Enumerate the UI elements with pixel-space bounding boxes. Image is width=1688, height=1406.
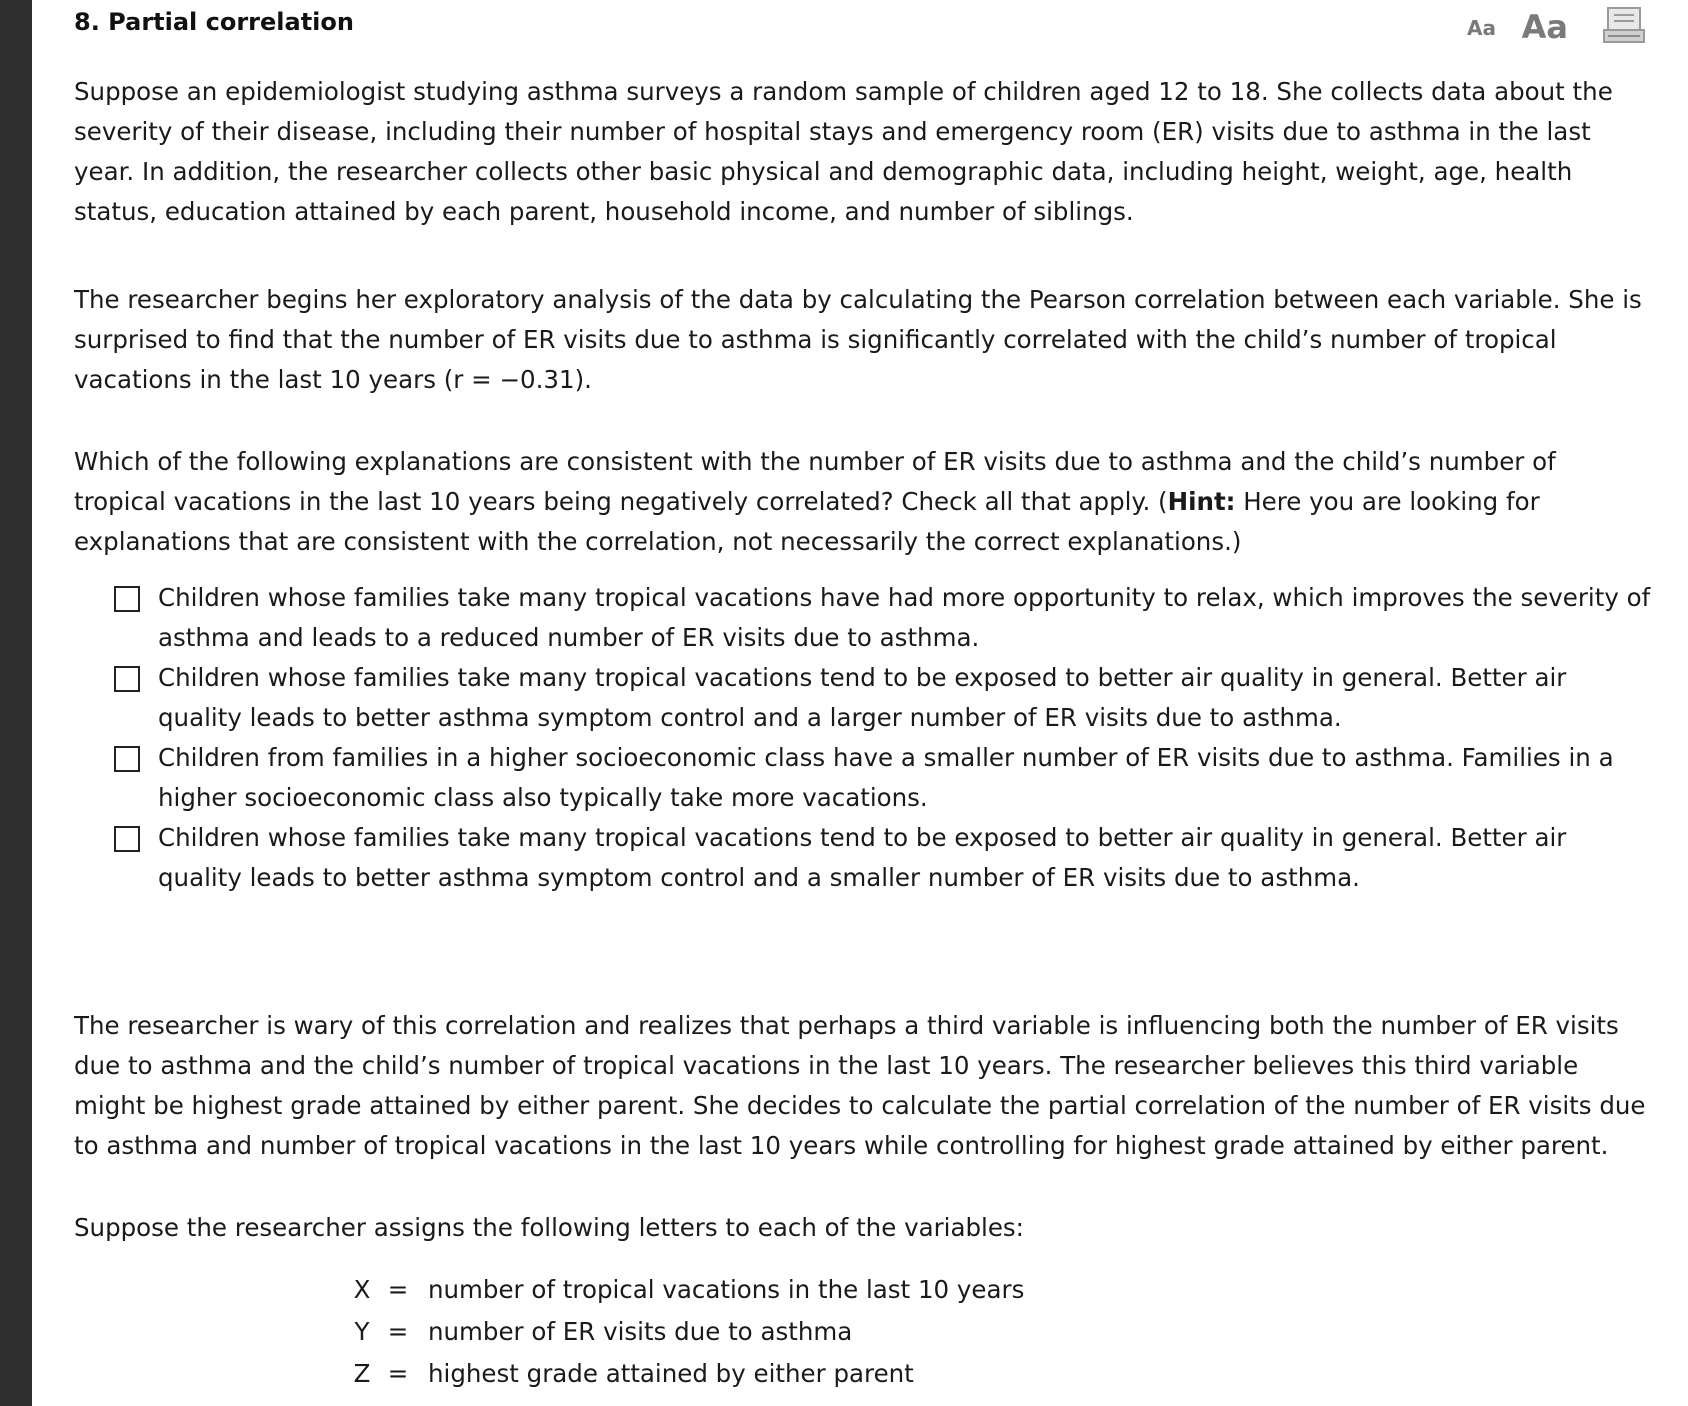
hint-label: Hint:: [1167, 487, 1236, 516]
third-variable-paragraph: The researcher is wary of this correlation and realizes that perhaps a third variable is influencing both the number of ER visits due to asthma and the child’s number of tropical vacations in the last 10 years. The researcher believes this third variable might be highest grade attained by either parent. She decides to calculate the partial correlation of the number of ER visits due to asthma and number of tropical vacations in the last 10 years while controlling for highest grade attained by either parent.: [74, 1011, 1646, 1160]
equals-sign: =: [387, 1317, 409, 1346]
variable-letter: X: [353, 1275, 371, 1304]
question-content: [74, 72, 1654, 1396]
option-text: Children whose families take many tropical vacations have had more opportunity to relax, which improves the severity of asthma and leads to a reduced number of ER visits due to asthma.: [158, 583, 1651, 652]
prompt-paragraph: [74, 442, 1654, 562]
question-page: [32, 0, 1688, 1406]
variable-description: number of tropical vacations in the last 10 years: [428, 1275, 1025, 1304]
variables-intro: Suppose the researcher assigns the following letters to each of the variables:: [74, 1213, 1024, 1242]
answer-option[interactable]: [114, 738, 1654, 818]
font-smaller-button[interactable]: Aa: [1467, 16, 1496, 40]
option-text: Children from families in a higher socioeconomic class have a smaller number of ER visits due to asthma. Families in a higher socioeconomic class also typically take more vacations.: [158, 743, 1614, 812]
option-checkbox[interactable]: [114, 586, 140, 612]
equals-sign: =: [387, 1275, 409, 1304]
variable-row: [74, 1354, 1654, 1396]
variable-row: [74, 1270, 1654, 1312]
question-title: 8. Partial correlation: [74, 8, 354, 36]
variable-description: number of ER visits due to asthma: [428, 1317, 853, 1346]
correlation-paragraph: The researcher begins her exploratory analysis of the data by calculating the Pearson correlation between each variable. She is surprised to find that the number of ER visits due to asthma is significantly correlated with the child’s number of tropical vacations in the last 10 years (r = −0.31).: [74, 285, 1642, 394]
hint-text: Here you are looking for explanations that are consistent with the correlation, not necessarily the correct explanations.): [74, 487, 1540, 556]
equals-sign: =: [387, 1359, 409, 1388]
answer-option[interactable]: [114, 818, 1654, 898]
option-text: Children whose families take many tropical vacations tend to be exposed to better air quality in general. Better air quality leads to better asthma symptom control and a larger number of ER visits due to asthma.: [158, 663, 1567, 732]
option-checkbox[interactable]: [114, 826, 140, 852]
option-checkbox[interactable]: [114, 666, 140, 692]
variable-letter: Y: [354, 1317, 370, 1346]
variable-description: highest grade attained by either parent: [428, 1359, 914, 1388]
variable-letter: Z: [353, 1359, 371, 1388]
variable-definitions: [74, 1270, 1654, 1396]
option-checkbox[interactable]: [114, 746, 140, 772]
answer-option[interactable]: [114, 578, 1654, 658]
question-header: [74, 8, 1646, 48]
answer-option[interactable]: [114, 658, 1654, 738]
answer-options: [114, 578, 1654, 898]
intro-paragraph: Suppose an epidemiologist studying asthma surveys a random sample of children aged 12 to 18. She collects data about the severity of their disease, including their number of hospital stays and emergency room (ER) visits due to asthma in the last year. In addition, the researcher collects other basic physical and demographic data, including height, weight, age, health status, education attained by each parent, household income, and number of siblings.: [74, 77, 1613, 226]
option-text: Children whose families take many tropical vacations tend to be exposed to better air quality in general. Better air quality leads to better asthma symptom control and a smaller number of ER visits due to asthma.: [158, 823, 1567, 892]
prompt-text: Which of the following explanations are consistent with the number of ER visits due to asthma and the child’s number of tropical vacations in the last 10 years being negatively correlated? Check all that apply. (: [74, 447, 1556, 516]
font-larger-button[interactable]: Aa: [1521, 8, 1568, 46]
variable-row: [74, 1312, 1654, 1354]
print-icon[interactable]: [1602, 6, 1646, 46]
